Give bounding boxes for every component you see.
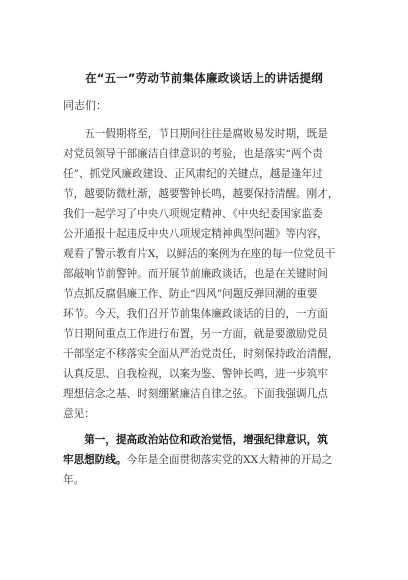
paragraph-2-heading-cont: 牢思想防线。 bbox=[63, 454, 127, 466]
document-body bbox=[63, 124, 350, 490]
paragraph-1 bbox=[63, 124, 350, 424]
paragraph-2 bbox=[63, 430, 350, 490]
paragraph-1-line: 节点抓反腐倡廉工作、防止“四风”问题反弹回潮的重要 bbox=[63, 288, 318, 300]
greeting: 同志们： bbox=[63, 99, 107, 112]
paragraph-1-line: 理想信念之基、时刻绷紧廉洁自律之弦。下面我强调几点 bbox=[63, 388, 328, 400]
paragraph-1-line: 部敲响节前警钟。而开展节前廉政谈话，也是在关键时间 bbox=[63, 268, 328, 280]
paragraph-1-line: 任”、抓党风廉政建设、正风肃纪的关键点，越是逢年过 bbox=[63, 168, 323, 180]
paragraph-1-line: 意见： bbox=[63, 408, 95, 420]
paragraph-1-line: 我们一起学习了中央八项规定精神、《中央纪委国家监委 bbox=[63, 208, 323, 220]
document-title: 在“五一”劳动节前集体廉政谈话上的讲话提纲 bbox=[85, 71, 323, 85]
paragraph-1-line: 干部坚定不移落实全面从严治党责任，时刻保持政治清醒， bbox=[63, 348, 339, 360]
paragraph-2-heading: 第一，提高政治站位和政治觉悟，增强纪律意识，筑 bbox=[84, 434, 328, 446]
paragraph-1-line: 环节。今天，我们召开节前集体廉政谈话的目的，一方面 bbox=[63, 308, 328, 320]
paragraph-1-line: 认真反思、自我检视，以案为鉴、警钟长鸣，进一步筑牢 bbox=[63, 368, 328, 380]
paragraph-1-line: 五一假期将至，节日期间往往是腐败易发时期，既是 bbox=[84, 128, 328, 140]
paragraph-1-line: 节日期间重点工作进行布置，另一方面，就是要激励党员 bbox=[63, 328, 328, 340]
paragraph-1-line: 对党员领导干部廉洁自律意识的考验，也是落实“两个责 bbox=[63, 148, 323, 160]
paragraph-1-line: 观看了警示教育片X，以鲜活的案例为在座的每一位党员干 bbox=[63, 248, 336, 260]
paragraph-2-text: 今年是全面贯彻落实党的XX大精神的开局之 bbox=[126, 454, 333, 466]
paragraph-1-line: 节，越要防微杜渐，越要警钟长鸣，越要保持清醒。刚才， bbox=[63, 188, 339, 200]
paragraph-2-text-cont: 年。 bbox=[63, 474, 85, 486]
paragraph-1-line: 公开通报十起违反中央八项规定精神典型问题》等内容， bbox=[63, 228, 328, 240]
